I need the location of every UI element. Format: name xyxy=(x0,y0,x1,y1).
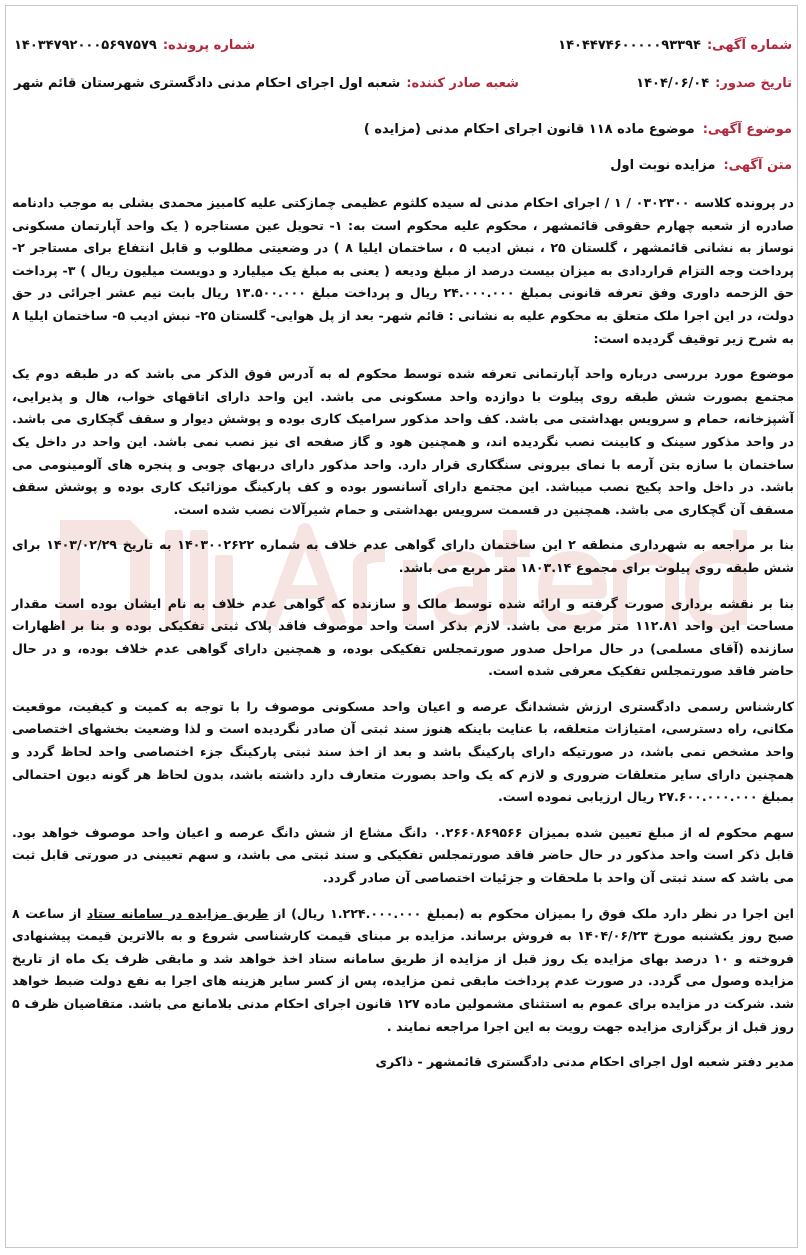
issue-date-value: ۱۴۰۴/۰۶/۰۴ xyxy=(636,75,710,91)
paragraph-appraisal: کارشناس رسمی دادگستری ارزش ششدانگ عرصه و اعیان واحد مسکونی موصوف را با توجه به کمیت و کیفیت، موقعیت مکانی، راه دسترسی، امتیازات متعلقه، با عنایت باینکه هنوز سند ثبتی آن صادر نگردیده است و لذا وضعیت بخشهای اختصاصی واحد مشخص نمی باشد، در صورتیکه دارای پارکینگ باشد و بعد از اخذ سند ثبتی پارکینگ جزء اختصاصی واحد لحاظ گردد و همچنین دارای سایر متعلقات ضروری و لازم که یک واحد بصورت متعارف دارد داشته باشد، بدون لحاظ هر گونه دیون احتمالی بمبلغ ۲۷.۶۰۰.۰۰۰.۰۰۰ ریال ارزیابی نموده است. xyxy=(12,698,794,805)
notice-number xyxy=(558,38,792,53)
meta-row-numbers xyxy=(14,32,792,58)
notice-number-label: شماره آگهی: xyxy=(706,37,792,53)
notice-text-heading xyxy=(610,158,792,173)
paragraph-case-summary: در پرونده کلاسه ۰۳۰۲۳۰۰ / ۱ / اجرای احکام مدنی له سیده کلثوم عظیمی چمازکتی علیه کامبیز محمدی بشلی به موجب دادنامه صادره از شعبه چهارم حقوقی قائمشهر ، محکوم علیه محکوم است به: ۱- تحویل عین مستاجره ( یک واحد آپارتمان مسکونی نوساز به نشانی قائمشهر ، گلستان ۲۵ ، نبش ادیب ۵ ، ساختمان ایلیا ۸ ) در وضعیتی مطلوب و قابل انتفاع برای مستاجر ۲- پرداخت وجه التزام قراردادی به میزان بیست درصد از مبلغ ودیعه ( یعنی به مبلغ یک میلیارد و دویست میلیون ریال ) ۳- پرداخت حق الزحمه داوری وفق تعرفه قانونی بمبلغ ۲۴.۰۰۰.۰۰۰ ریال و پرداخت مبلغ ۱۳.۵۰۰.۰۰۰ ریال بابت نیم عشر اجرائی در حق دولت، در این اجرا ملک متعلق به محکوم علیه به نشانی : قائم شهر- بعد از پل هوایی- گلستان ۲۵- نبش ادیب ۵- ساختمان ایلیا ۸ به شرح زیر توقیف گردیده است: xyxy=(12,195,795,346)
auction-method-underlined: طریق مزایده در سامانه ستاد xyxy=(86,905,269,921)
paragraph-share: سهم محکوم له از مبلغ تعیین شده بمیزان ۰.۲۶۶۰۸۶۹۵۶۶ دانگ مشاع از شش دانگ عرصه و اعیان واحد موصوف خواهد بود. قابل ذکر است واحد مذکور در حال حاضر فاقد صورتمجلس تفکیکی و سند ثبتی می باشد، و سهم تعیینی در صورتی قابل ثبت می باشد که سند ثبتی آن واحد با ملحقات و جزئیات اختصاصی آن صادر گردد. xyxy=(12,824,794,886)
auction-text-start: این اجرا در نظر دارد ملک فوق را بمیزان محکوم به (بمبلغ ۱.۲۲۴.۰۰۰.۰۰۰ ریال) از xyxy=(268,905,794,921)
paragraph-signature: مدیر دفتر شعبه اول اجرای احکام مدنی دادگستری قائمشهر - ذاکری xyxy=(375,1054,794,1070)
paragraph-survey: بنا بر نقشه برداری صورت گرفته و ارائه شده توسط مالک و سازنده که گواهی عدم خلاف به نام ایشان بوده است مقدار مساحت این واحد ۱۱۲.۸۱ متر مربع می باشد. لازم بذکر است واحد موصوف فاقد پلاک ثبتی تفکیکی بوده و بنا بر اظهارات سازنده (آقای مسلمی) در حال مراحل صدور صورتمجلس تفکیکی بوده، و همچنین دارای گواهی عدم خلاف بوده، و در حال حاضر فاقد صورتمجلس تفکیک معرفی شده است. xyxy=(12,595,794,679)
paragraph-property-description: موضوع مورد بررسی درباره واحد آپارتمانی تعرفه شده توسط محکوم له به آدرس فوق الذکر می باشد که در طبقه دوم یک مجتمع بصورت شش طبقه روی پیلوت با دوازده واحد مسکونی می باشد. این واحد دارای اتاقهای خواب، هال و پذیرایی، آشپزخانه، حمام و سرویس بهداشتی می باشد. کف واحد مذکور سرامیک کاری بوده و پوشش دیوار و سقف گچکاری می باشد. در واحد مذکور سینک و کابینت نصب نگردیده اند، و همچنین هود و گاز صفحه ای نیز نصب نمی باشد. این واحد در داخل یک ساختمان با سازه بتن آرمه با نمای بیرونی سنگکاری قرار دارد. واحد مذکور دارای دربهای چوبی و پنجره های آلومینومی می باشد. در داخل واحد پکیج نصب میباشد. این مجتمع دارای آسانسور بوده و کف پارکینگ موزائیک کاری بوده و پوشش سقف مسقف آن گچکاری می باشد. همچنین در قسمت سرویس بهداشتی و حمام شیرآلات نصب شده است. xyxy=(12,366,794,517)
meta-row-issuer xyxy=(14,70,792,96)
notice-body xyxy=(12,192,794,1087)
notice-text-value: مزایده نوبت اول xyxy=(610,158,716,173)
issue-date xyxy=(636,76,792,91)
case-number-label: شماره پرونده: xyxy=(162,37,256,53)
issuer-label: شعبه صادر کننده: xyxy=(406,75,519,91)
notice-subject xyxy=(364,122,792,137)
auction-text-end: از ساعت ۸ صبح روز یکشنبه مورخ ۱۴۰۴/۰۶/۲۳ به فروش برساند. مزایده بر مبنای قیمت کارشناسی شروع و به بالاترین قیمت پیشنهادی فروخته و ۱۰ درصد بهای مزایده یک روز قبل از مزایده از طریق سامانه ستاد اخذ خواهد شد و مابقی ظرف یک ماه از تاریخ مزایده وصول می گردد. در صورت عدم پرداخت مابقی ثمن مزایده، پس از کسر سایر هزینه های اجرا به نفع دولت ضبط خواهد شد. شرکت در مزایده برای عموم به استثنای مشمولین ماده ۱۲۷ قانون اجرای احکام مدنی بلامانع می باشد. متقاضیان ظرف ۵ روز قبل از برگزاری مزایده جهت رویت به این اجرا مراجعه نمایند . xyxy=(12,905,795,1034)
case-number-value: ۱۴۰۳۴۷۹۲۰۰۰۵۶۹۷۵۷۹ xyxy=(14,37,157,53)
notice-number-value: ۱۴۰۴۴۷۴۶۰۰۰۰۰۹۳۳۹۴ xyxy=(558,37,701,53)
paragraph-auction xyxy=(12,903,794,1039)
notice-text-label: متن آگهی: xyxy=(723,158,792,173)
case-number xyxy=(14,38,255,53)
issue-date-label: تاریخ صدور: xyxy=(715,75,792,91)
issuer-value: شعبه اول اجرای احکام مدنی دادگستری شهرستان قائم شهر xyxy=(14,75,401,91)
paragraph-municipality: بنا بر مراجعه به شهرداری منطقه ۲ این ساختمان دارای گواهی عدم خلاف به شماره ۱۴۰۳۰۰۲۶۲۲ به تاریخ ۱۴۰۳/۰۲/۲۹ برای شش طبقه روی پیلوت برای مجموع ۱۸۰۳.۱۴ متر مربع می باشد. xyxy=(12,537,794,575)
subject-label: موضوع آگهی: xyxy=(702,122,792,137)
subject-value: موضوع ماده ۱۱۸ قانون اجرای احکام مدنی (مزایده ) xyxy=(363,122,695,137)
issuer xyxy=(14,76,519,91)
